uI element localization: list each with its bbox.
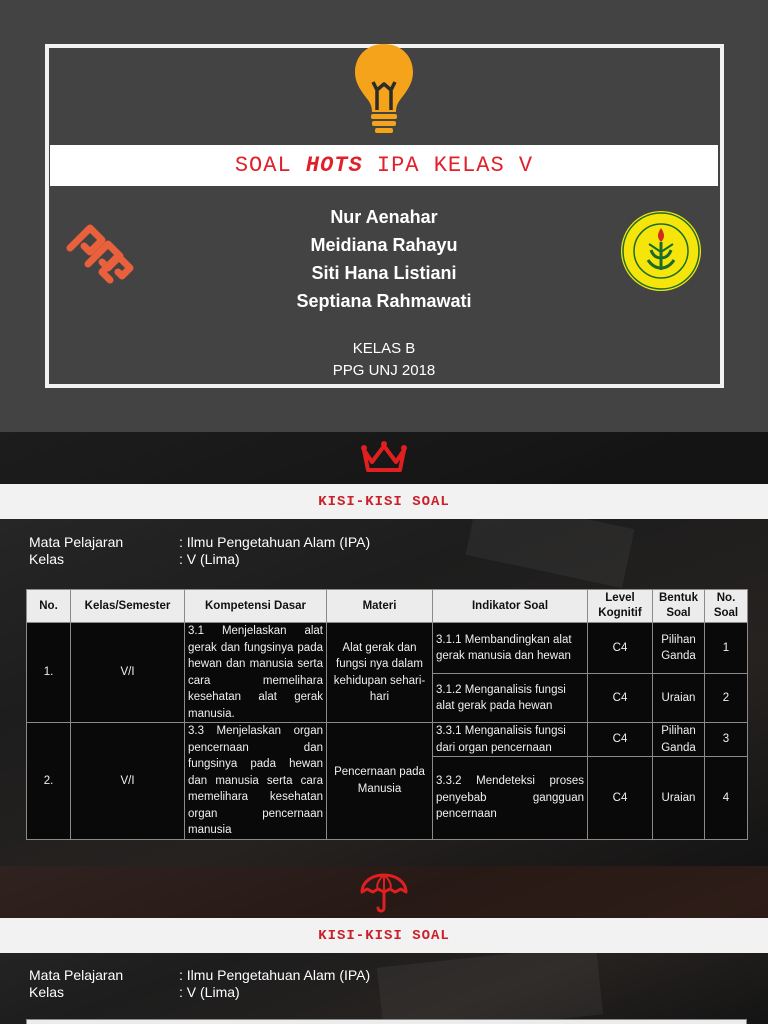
- column-header: Bentuk Soal: [653, 590, 705, 623]
- lightbulb-icon: [350, 40, 418, 136]
- grid-slide-second: [0, 866, 768, 1024]
- cell-nomor: 4: [705, 757, 748, 839]
- column-header: Level Kognitif: [588, 590, 653, 623]
- table-row: [27, 623, 748, 674]
- cell-indikator: 3.1.2 Menganalisis fungsi alat gerak pada hewan: [433, 674, 588, 723]
- cell-indikator: 3.3.1 Menganalisis fungsi dari organ pencernaan: [433, 723, 588, 757]
- class-label: Kelas: [29, 551, 65, 567]
- section-title: KISI-KISI SOAL: [318, 493, 450, 510]
- author-name: Siti Hana Listiani: [311, 263, 457, 283]
- crown-icon: [358, 438, 410, 478]
- column-header: Indikator Soal: [433, 590, 588, 623]
- class-label: KELAS B: [352, 340, 416, 357]
- column-header: Materi: [327, 590, 433, 623]
- class-value: : V (Lima): [179, 551, 240, 567]
- cell-level: C4: [588, 757, 653, 839]
- subject-info: [29, 534, 370, 568]
- cell-kelas: V/I: [71, 723, 185, 840]
- program-label: PPG UNJ 2018: [332, 362, 436, 379]
- cover-info: [0, 338, 768, 382]
- column-header: No.: [27, 590, 71, 623]
- umbrella-icon: [358, 872, 410, 916]
- grid-slide: [0, 432, 768, 866]
- grid-table: [26, 589, 748, 840]
- cell-level: C4: [588, 623, 653, 674]
- cell-kompetensi: 3.1 Menjelaskan alat gerak dan fungsinya pada hewan dan manusia serta cara memelihara kesehatan alat gerak manusia.: [185, 623, 327, 723]
- section-title-band: [0, 484, 768, 519]
- column-header: Kompetensi Dasar: [185, 590, 327, 623]
- table-row: [27, 723, 748, 757]
- author-name: Septiana Rahmawati: [296, 291, 472, 311]
- table-header-row: [27, 590, 748, 623]
- column-header: No. Soal: [705, 590, 748, 623]
- cell-no: 2.: [27, 723, 71, 840]
- author-name: Nur Aenahar: [330, 207, 438, 227]
- cell-materi: Alat gerak dan fungsi nya dalam kehidupan sehari-hari: [327, 623, 433, 723]
- author-list: [0, 203, 768, 315]
- cell-bentuk: Pilihan Ganda: [653, 623, 705, 674]
- cell-nomor: 3: [705, 723, 748, 757]
- grid-table-header-cut: [26, 1019, 747, 1024]
- cell-bentuk: Uraian: [653, 757, 705, 839]
- subject-value: : Ilmu Pengetahuan Alam (IPA): [179, 967, 371, 983]
- cover-title: SOAL HOTS IPA KELAS V: [234, 153, 534, 178]
- cell-nomor: 1: [705, 623, 748, 674]
- cell-level: C4: [588, 674, 653, 723]
- subject-info: [29, 967, 370, 1001]
- cell-bentuk: Uraian: [653, 674, 705, 723]
- cell-bentuk: Pilihan Ganda: [653, 723, 705, 757]
- column-header: Kelas/Semester: [71, 590, 185, 623]
- section-title: KISI-KISI SOAL: [318, 927, 450, 944]
- background-paper: [377, 945, 603, 1024]
- class-value: : V (Lima): [179, 984, 240, 1000]
- cell-nomor: 2: [705, 674, 748, 723]
- cover-slide: [0, 0, 768, 432]
- cover-title-hots: HOTS: [305, 153, 363, 178]
- cell-kelas: V/I: [71, 623, 185, 723]
- cell-materi: Pencernaan pada Manusia: [327, 723, 433, 840]
- cell-level: C4: [588, 723, 653, 757]
- cover-title-band: [50, 145, 718, 186]
- cell-kompetensi: 3.3 Menjelaskan organ pencernaan dan fungsinya pada hewan dan manusia serta cara memelihara kesehatan organ pencernaan manusia: [185, 723, 327, 840]
- subject-label: Mata Pelajaran: [29, 967, 124, 983]
- subject-value: : Ilmu Pengetahuan Alam (IPA): [179, 534, 371, 550]
- class-label: Kelas: [29, 984, 65, 1000]
- cell-no: 1.: [27, 623, 71, 723]
- section-title-band: [0, 918, 768, 953]
- subject-label: Mata Pelajaran: [29, 534, 124, 550]
- cell-indikator: 3.3.2 Mendeteksi proses penyebab gangguan pencernaan: [433, 757, 588, 839]
- author-name: Meidiana Rahayu: [310, 235, 458, 255]
- cell-indikator: 3.1.1 Membandingkan alat gerak manusia dan hewan: [433, 623, 588, 674]
